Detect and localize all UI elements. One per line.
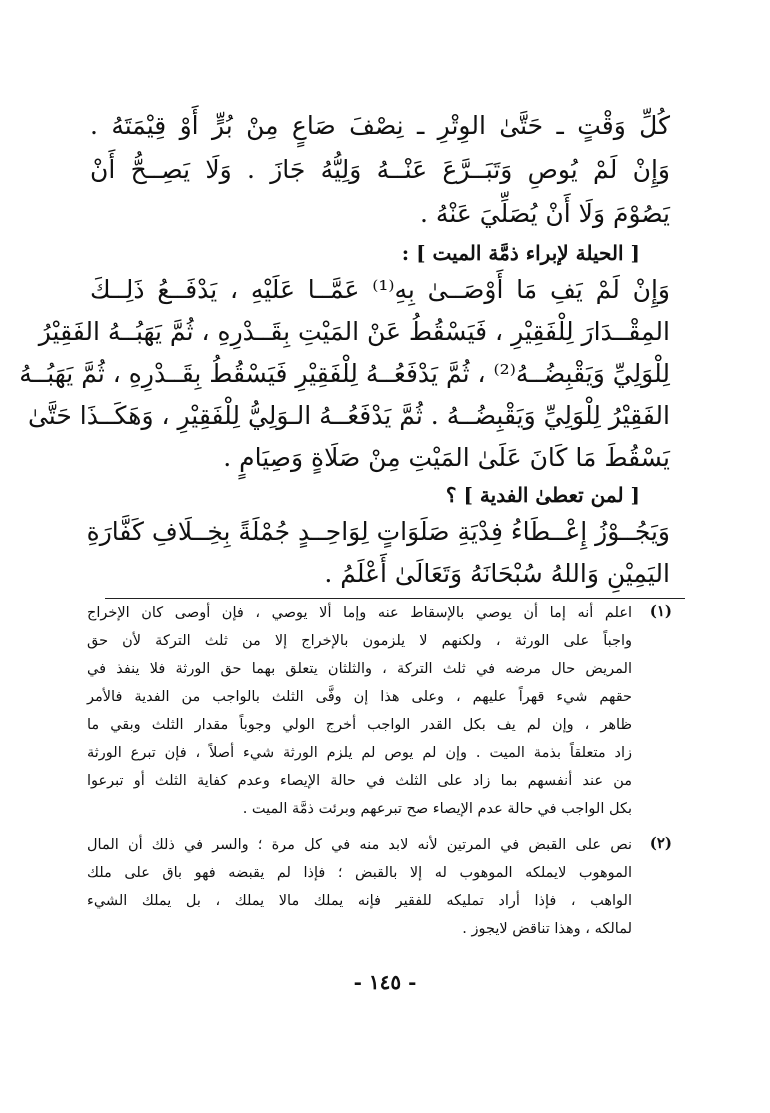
text-line: اليَمِيْنِ وَاللهُ سُبْحَانَهُ وَتَعَالَىٰ أَعْلَمُ . — [324, 559, 670, 588]
footnote-line: من عند أنفسهم بما زاد على الثلث في حالة الإيصاء وعدم كفاية الثلث أو تبرعوا — [87, 773, 632, 789]
footnote-line: حقهم شيء قهراً عليهم ، وعلى هذا إن وفَّى الثلث بالواجب من الفدية فالأمر — [87, 689, 632, 705]
page-number: - ١٤٥ - — [353, 970, 417, 994]
footnote — [87, 602, 672, 834]
section-heading: [ الحيلة لإبراء ذمَّة الميت ] : — [401, 241, 640, 265]
footnote-line: لمالكه ، وهذا تناقض لايجوز . — [462, 921, 632, 937]
footnote-number: (١) — [649, 602, 672, 620]
text-line: كُلِّ وَقْتٍ ـ حَتَّىٰ الوِتْرِ ـ نِصْفَ صَاعٍ مِنْ بُرٍّ أَوْ قِيْمَتَهُ . — [90, 111, 670, 140]
footnote-line: زاد متعلقاً بذمة الميت . وإن لم يوص لم يلزم الورثة شيء أصلاً ، فإن تبرع الورثة — [87, 745, 632, 761]
text-line: وَيَجُــوْزُ إِعْــطَاءُ فِدْيَةِ صَلَوَاتٍ لِوَاحِــدٍ جُمْلَةً بِخِــلَافِ كَفَّارَةِ — [86, 517, 670, 546]
text-line: المِقْــدَارَ لِلْفَقِيْرِ ، فَيَسْقُطُ عَنْ المَيْتِ بِقَــدْرِهِ ، ثُمَّ يَهَبُــهُ الفَقِيْرُ — [38, 317, 670, 346]
text-line: الفَقِيْرُ لِلْوَلِيِّ وَيَقْبِضُــهُ . ثُمَّ يَدْفَعُــهُ الـوَلِيُّ لِلْفَقِيْرِ ، وَهَكَــذَا حَتَّىٰ — [27, 401, 670, 430]
text-line: يَصُوْمَ وَلَا أَنْ يُصَلِّيَ عَنْهُ . — [420, 199, 670, 228]
section-heading: [ لمن تعطىٰ الفدية ] ؟ — [445, 483, 640, 507]
footnote-line: الواهب ، فإذا أراد تمليكه للفقير فإنه يملك مالا يملك ، بل يملك الشيء — [87, 893, 632, 909]
text-line: وَإِنْ لَمْ يُوصِ وَتَبَــرَّعَ عَنْــهُ وَلِيُّهُ جَازَ . وَلَا يَصِــحُّ أَنْ — [90, 155, 670, 184]
text-line: يَسْقُطَ مَا كَانَ عَلَىٰ المَيْتِ مِنْ صَلَاةٍ وَصِيَامٍ . — [223, 443, 670, 472]
footnote-line: بكل الواجب في حالة عدم الإيصاء صح تبرعهم وبرئت ذمَّة الميت . — [242, 801, 632, 817]
footnote-line: اعلم أنه إما أن يوصي بالإسقاط عنه وإما ألا يوصي ، فإن أوصى كان الإخراج — [87, 605, 632, 621]
text-line: وَإِنْ لَمْ يَفِ مَا أَوْصَــىٰ بِهِ⁽¹⁾ عَمَّــا عَلَيْهِ ، يَدْفَــعُ ذَلِــكَ — [90, 275, 670, 304]
footnote-line: المريض حال مرضه في ثلث التركة ، والثلثان يتعلق بهما حق الورثة فلا ينفذ في — [87, 661, 632, 677]
footnote-line: نص على القبض في المرتين لأنه لابد منه في كل مرة ؛ والسر في ذلك أن المال — [87, 837, 632, 853]
footnote — [87, 834, 672, 954]
footnote-number: (٢) — [649, 834, 672, 852]
footnote-line: ظاهر ، وإن لم يف بكل القدر الواجب أخرج الولي وجوباً مقدار الثلث وبقي ما — [87, 717, 632, 733]
footnote-line: واجباً على الورثة ، ولكنهم لا يلزمون بالإخراج إلا من ثلث التركة لأن حق — [87, 633, 632, 649]
footnote-line: الموهوب لايملكه الموهوب له إلا بالقبض ؛ فإذا لم يقبضه فهو باق على ملك — [87, 865, 632, 881]
text-line: لِلْوَلِيِّ وَيَقْبِضُــهُ⁽²⁾ ، ثُمَّ يَدْفَعُــهُ لِلْفَقِيْرِ فَيَسْقُطُ بِقَــدْرِهِ ، ثُمَّ يَهَبُــهُ — [19, 359, 670, 388]
footnote-separator — [105, 598, 685, 599]
